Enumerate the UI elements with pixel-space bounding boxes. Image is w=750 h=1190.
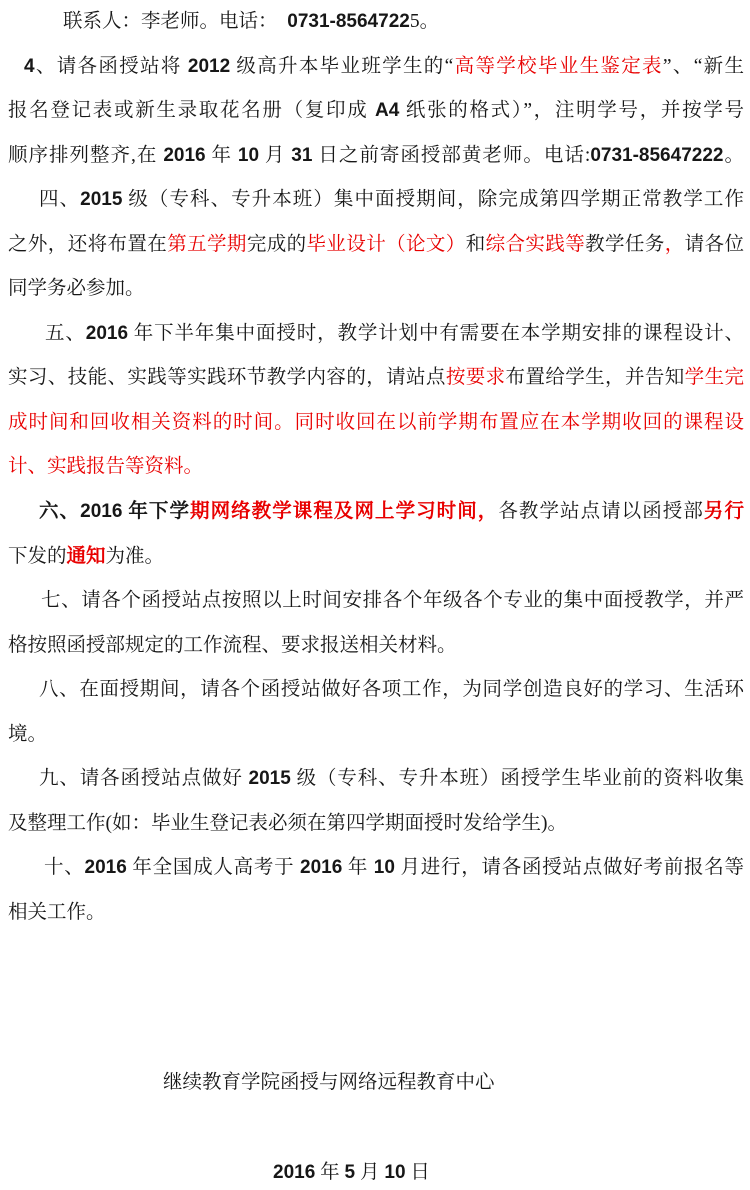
cjk-text: 高等学校毕业生鉴定表 [453,55,663,77]
item4-line1 [8,45,744,90]
red-text-segment [8,456,203,477]
latin-text: 2016 [80,501,123,523]
item-ba-line1 [8,668,744,713]
red-text-segment [685,367,744,388]
text-segment [39,501,190,522]
item-si-line3 [8,267,744,312]
cjk-text: 通知 [66,545,106,567]
text-segment [39,189,744,210]
text-segment [8,635,457,656]
text-segment [287,11,410,32]
cjk-text: 年下学 [122,501,191,523]
item-shi-line1 [8,846,744,891]
cjk-text: 级高升本毕业班学生的“ [230,55,454,77]
latin-text: A4 [375,100,400,122]
item-wu-line4 [8,445,744,490]
cjk-text: 毕业设计（论文） [306,233,466,255]
cjk-text: 成时间和回收相关资料的时间。同时收回在以前学期布置应在本学期收回的课程设 [8,411,744,433]
red-text-segment [446,367,506,388]
latin-text: 10 [237,144,260,166]
item-qi-line2 [8,624,744,669]
latin-text: 10 [373,857,395,879]
latin-text: 31 [291,144,313,166]
cjk-text: 五、 [45,322,86,344]
contact-line [8,0,744,45]
item-qi-line1 [8,579,744,624]
latin-text: 2015 [80,189,123,211]
cjk-text: 、请各函授站将 [34,55,188,77]
text-segment [585,234,665,255]
cjk-text: 顺序排列整齐,在 [8,144,164,166]
cjk-text: ”、“新生 [662,55,745,77]
cjk-text: 年 [342,857,374,879]
cjk-text: 教学任务 [585,233,665,255]
cjk-text: 报名登记表或新生录取花名册（复印成 [8,100,375,122]
latin-text: 2016 [300,857,343,879]
item-wu-line3 [8,401,744,446]
text-segment [8,367,446,388]
latin-text: 0731-8564722 [287,11,410,32]
cjk-text: 联系人：李老师。电话： [63,11,288,32]
latin-text: 2016 [273,1162,316,1183]
item4-line2 [8,89,744,134]
cjk-text: 级（专科、专升本班）集中面授期间，除完成第四学期正常教学工作 [122,189,744,211]
cjk-text: 月进行，请各函授站点做好考前报名等 [394,857,744,879]
cjk-text: ， [664,233,685,255]
item-liu-line1 [8,490,744,535]
red-text-segment [167,234,247,255]
red-text-segment [8,412,744,433]
latin-text: 10 [384,1162,406,1183]
red-text-segment [190,501,498,522]
cjk-text: 年 [315,1162,345,1183]
latin-text: 2016 [163,144,206,166]
cjk-text: 下发的 [8,545,67,567]
cjk-text: 月 [259,144,292,166]
cjk-text: 为准。 [105,545,165,567]
cjk-text: 之外，还将布置在 [8,233,168,255]
cjk-text: 十、 [44,857,85,879]
latin-text: 2016 [84,857,127,879]
item4-line3 [8,134,744,179]
cjk-text: 另行 [703,501,744,523]
red-text-segment [453,56,663,77]
cjk-text: 布置给学生，并告知 [505,367,685,389]
item-wu-line1 [8,312,744,357]
red-text-segment [665,234,685,255]
item-wu-line2 [8,356,744,401]
red-text-segment [704,501,744,522]
text-segment [39,679,744,700]
latin-text: 2012 [187,55,231,77]
cjk-text: 同学务必参加。 [8,278,145,300]
item-shi-line2 [8,891,744,936]
cjk-text: 日之前寄函授部黄老师。电话: [312,144,591,166]
item-jiu-line1 [8,757,744,802]
text-segment [498,501,704,522]
text-segment [8,234,167,255]
cjk-text: 完成的 [246,233,307,255]
latin-text: 5 [344,1162,356,1183]
text-segment [106,546,165,567]
text-segment [466,234,486,255]
cjk-text: 及整理工作(如：毕业生登记表必须在第四学期面授时发给学生)。 [8,812,567,834]
text-segment [44,857,744,878]
cjk-text: 四、 [39,189,81,211]
cjk-text: 年下半年集中面授时，教学计划中有需要在本学期安排的课程设计、 [128,322,744,344]
item-liu-line2 [8,535,744,580]
text-segment [8,546,67,567]
cjk-text: 七、请各个函授站点按照以上时间安排各个年级各个专业的集中面授教学，并严 [41,590,744,612]
text-segment [247,234,307,255]
cjk-text: 境。 [8,723,48,745]
text-segment: 5。 [409,11,440,32]
cjk-text: 六、 [39,501,81,523]
date-line [273,1161,430,1185]
signature-line [163,1071,495,1095]
text-segment [39,768,744,789]
text-segment [685,234,744,255]
cjk-text: 月 [355,1162,385,1183]
cjk-text: 按要求 [445,367,506,389]
text-segment [8,145,744,166]
cjk-text: 综合实践等 [485,233,586,255]
cjk-text: 八、在面授期间，请各个函授站做好各项工作，为同学创造良好的学习、生活环 [39,679,744,701]
text-segment [8,902,106,923]
item-si-line2 [8,223,744,268]
latin-text: 2015 [248,768,291,790]
cjk-text: 继续教育学院函授与网络远程教育中心 [163,1072,495,1093]
cjk-text: 纸张的格式）”，注明学号，并按学号 [399,100,744,122]
item-jiu-line2 [8,802,744,847]
cjk-text: 各教学站点请以函授部 [498,501,704,523]
cjk-text: 日 [405,1162,430,1183]
cjk-text: 请各位 [684,233,744,255]
cjk-text: 相关工作。 [8,901,106,923]
cjk-text: 级（专科、专升本班）函授学生毕业前的资料收集 [290,768,744,790]
text-segment [41,590,744,611]
item-si-line1 [8,178,744,223]
text-segment [8,278,145,299]
red-text-segment [307,234,466,255]
cjk-text: 第五学期 [167,233,247,255]
text-segment [8,100,744,121]
cjk-text: 实习、技能、实践等实践环节教学内容的，请站点 [8,367,446,389]
cjk-text: 年全国成人高考于 [126,857,300,879]
text-segment [506,367,685,388]
text-segment [63,11,287,32]
cjk-text: 学生完 [684,367,744,389]
cjk-text: 。 [723,144,744,166]
text-segment [8,724,47,745]
latin-text: 0731-85647222 [590,144,724,166]
cjk-text: 计、实践报告等资料。 [8,456,204,478]
red-text-segment [486,234,586,255]
cjk-text: 和 [465,233,486,255]
text-segment [24,56,453,77]
cjk-text: 年 [205,144,238,166]
text-segment [8,813,567,834]
latin-text: 4 [24,55,35,77]
latin-text: 2016 [85,322,129,344]
cjk-text: 格按照函授部规定的工作流程、要求报送相关材料。 [8,634,457,656]
red-text-segment [67,546,106,567]
text-segment [45,323,744,344]
item-ba-line2 [8,713,744,758]
cjk-text: 期网络教学课程及网上学习时间， [190,501,499,523]
cjk-text: 九、请各函授站点做好 [39,768,249,790]
text-segment [663,56,744,77]
